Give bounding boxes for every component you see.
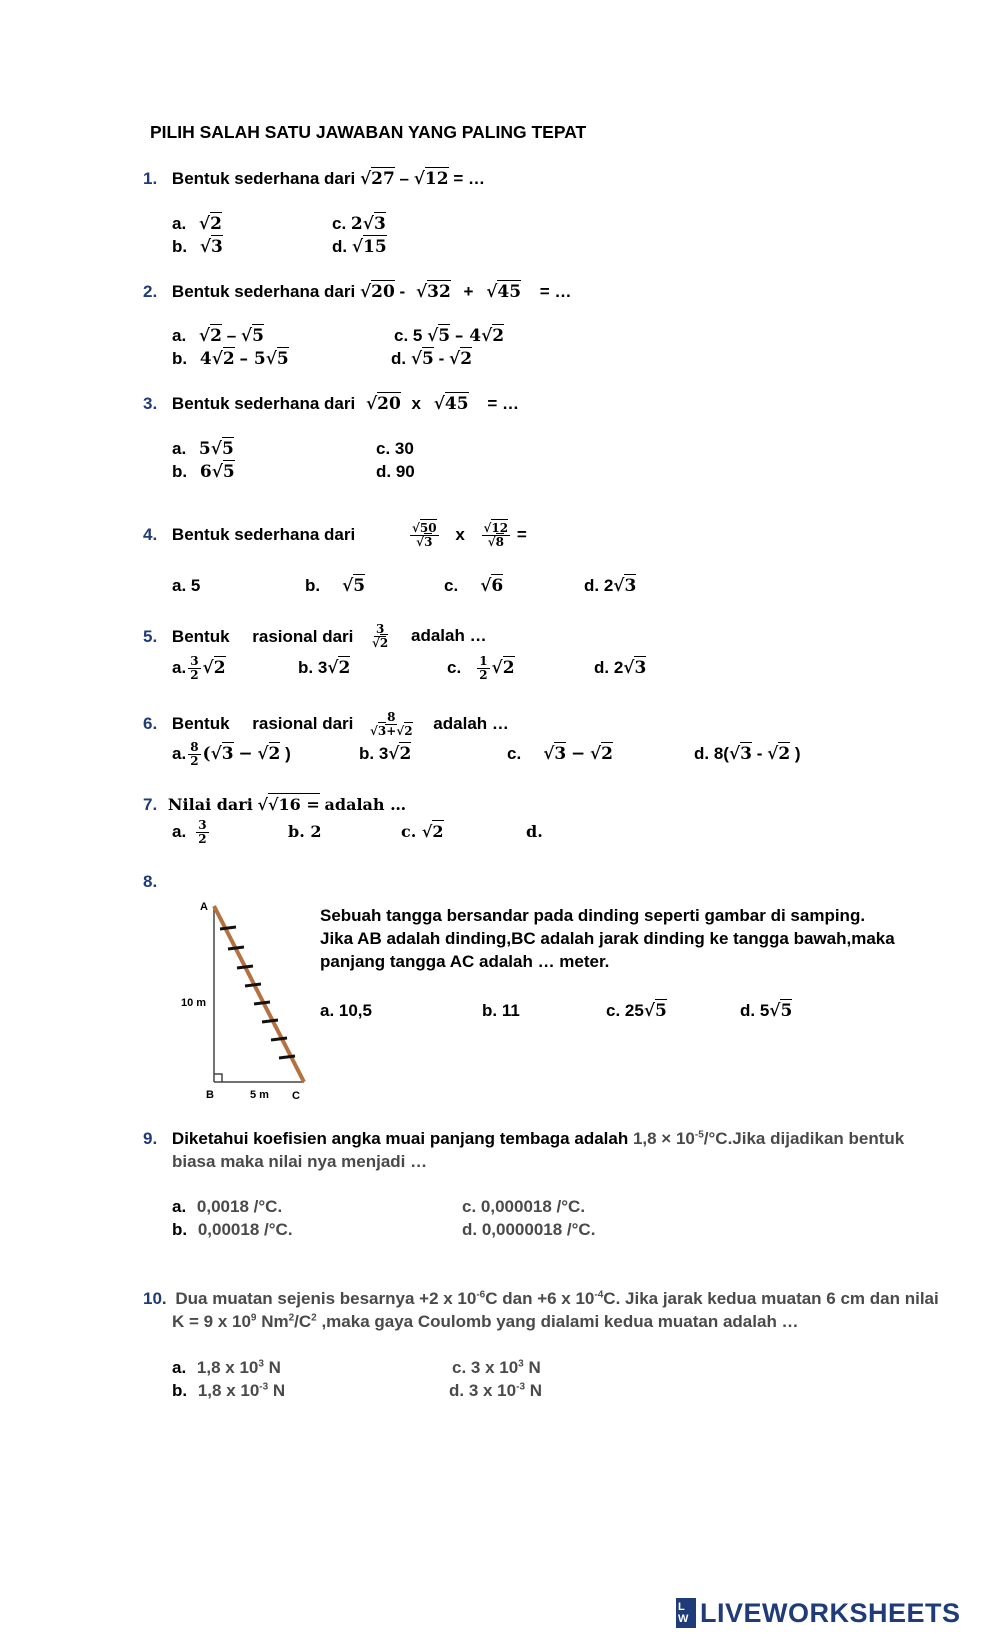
option-d[interactable]: d. 2√3 [584,576,637,596]
label-ab: 10 m [181,997,207,1009]
label-b: B [206,1089,214,1101]
option-a[interactable]: a. 10,5 [320,1001,372,1020]
question-number: 5. [143,627,158,646]
question-5: 5. Bentuk rasional dari [143,627,354,646]
page-title: PILIH SALAH SATU JAWABAN YANG PALING TEPAT [150,122,587,142]
question-number: 4. [143,525,158,544]
logo-text: LIVEWORKSHEETS [700,1598,961,1628]
question-number: 6. [143,714,158,733]
logo-mark-icon: LW [676,1598,696,1628]
option-b[interactable]: b. 3√2 [359,744,412,764]
right-angle-mark [214,1074,222,1082]
option-a[interactable]: a. 1,8 x $10^3$ N [172,1358,281,1377]
question-7: 7. Nilai dari √√16 = adalah … [143,795,407,814]
option-c[interactable]: c. √3 − √2 [507,744,613,764]
option-c[interactable]: c. 30 [376,439,414,458]
option-b[interactable]: b. 6√5 [172,462,235,482]
option-a[interactable]: a. $\frac{8}{2}$ (√3 − √2 ) [172,740,291,769]
question-9-line-2: biasa maka nilai nya menjadi … [172,1152,428,1171]
option-a[interactable]: a. √2 [172,214,222,234]
question-10: 10. Dua muatan sejenis besarnya +2 x $10^{-6}C$ dan +6 x $10^{-4}C$. Jika jarak kedua muatan 6 cm dan nilai [143,1289,939,1308]
question-8-line-3: panjang tangga AC adalah … meter. [320,952,610,971]
option-d[interactable]: d. [526,822,543,841]
question-2: 2. Bentuk sederhana dari √20 - √32 + √45 = … [143,282,572,302]
question-number: 7. [143,795,158,814]
question-6: 6. Bentuk rasional dari [143,714,354,733]
option-d[interactable]: d. 8(√3 - √2 ) [694,744,801,764]
question-4: 4. Bentuk sederhana dari [143,525,356,544]
label-a: A [200,901,208,913]
question-10-line-2: K = 9 x $10^9$ $Nm^2/C^2$ ,maka gaya Coulomb yang dialami kedua muatan adalah … [172,1312,799,1331]
option-c[interactable]: c. √2 [401,822,444,841]
question-number: 3. [143,394,158,413]
option-a[interactable]: a. 5 [172,576,201,595]
option-c[interactable]: c. $\frac{1}{2}$ √2 [447,654,515,683]
option-b[interactable]: b. 1,8 x $10^{-3}$ N [172,1381,286,1400]
question-1: 1. Bentuk sederhana dari √27 – √12 = … [143,169,485,189]
option-c[interactable]: c. 5 √5 – 4√2 [394,326,505,346]
option-c[interactable]: c. 3 x $10^3$ N [452,1358,541,1377]
option-c[interactable]: c. √6 [444,576,504,596]
option-c[interactable]: c. 25√5 [606,1001,667,1021]
option-c[interactable]: c. 2√3 [332,214,386,234]
option-b[interactable]: b. 0,00018 /°C. [172,1220,293,1239]
option-d[interactable]: d. 0,0000018 /°C. [462,1220,596,1239]
question-9: 9. Diketahui koefisien angka muai panjang tembaga adalah $1,8 \times 10^{-5}/^\circ C.Jika$ dijadikan bentuk [143,1129,905,1148]
question-number: 8. [143,872,158,891]
option-d[interactable]: d. √5 - √2 [391,349,473,369]
option-a[interactable]: a. √2 – √5 [172,326,264,346]
question-number: 9. [143,1129,158,1148]
option-a[interactable]: a. 5√5 [172,439,234,459]
option-b[interactable]: b. √5 [305,576,366,596]
option-a[interactable]: a. $\frac{3}{2}$ [172,818,207,847]
question-5-fraction: $\frac{3}{√2}$ adalah … [372,622,487,651]
question-number: 2. [143,282,158,301]
option-d[interactable]: d. 90 [376,462,415,481]
question-number: 1. [143,169,158,188]
option-b[interactable]: b. 4√2 – 5√5 [172,349,289,369]
ladder-figure [178,898,318,1106]
question-6-fraction: $\frac{8}{√3+√2}$ adalah … [370,710,509,739]
question-number: 10. [143,1289,167,1308]
option-d[interactable]: d. √15 [332,237,387,257]
option-d[interactable]: d. 5√5 [740,1001,793,1021]
liveworksheets-logo [676,1596,961,1630]
question-8-line-1: Sebuah tangga bersandar pada dinding seperti gambar di samping. [320,906,866,925]
option-d[interactable]: d. 2√3 [594,658,647,678]
option-d[interactable]: d. 3 x $10^{-3}$ N [449,1381,543,1400]
option-b[interactable]: b. 2 [288,822,322,841]
option-a[interactable]: a. $\frac{3}{2}$ √2 [172,654,226,683]
option-a[interactable]: a. 0,0018 /°C. [172,1197,283,1216]
label-c: C [292,1090,300,1102]
option-b[interactable]: b. √3 [172,237,223,257]
question-4-expression: $\frac{√50}{√3}$ x $\frac{√12}{√8}$ = [412,521,527,550]
question-8-line-2: Jika AB adalah dinding,BC adalah jarak dinding ke tangga bawah,maka [320,929,895,948]
option-c[interactable]: c. 0,000018 /°C. [462,1197,586,1216]
label-bc: 5 m [250,1089,269,1101]
question-3: 3. Bentuk sederhana dari √20 x √45 = … [143,394,519,414]
option-b[interactable]: b. 11 [482,1001,520,1020]
option-b[interactable]: b. 3√2 [298,658,351,678]
